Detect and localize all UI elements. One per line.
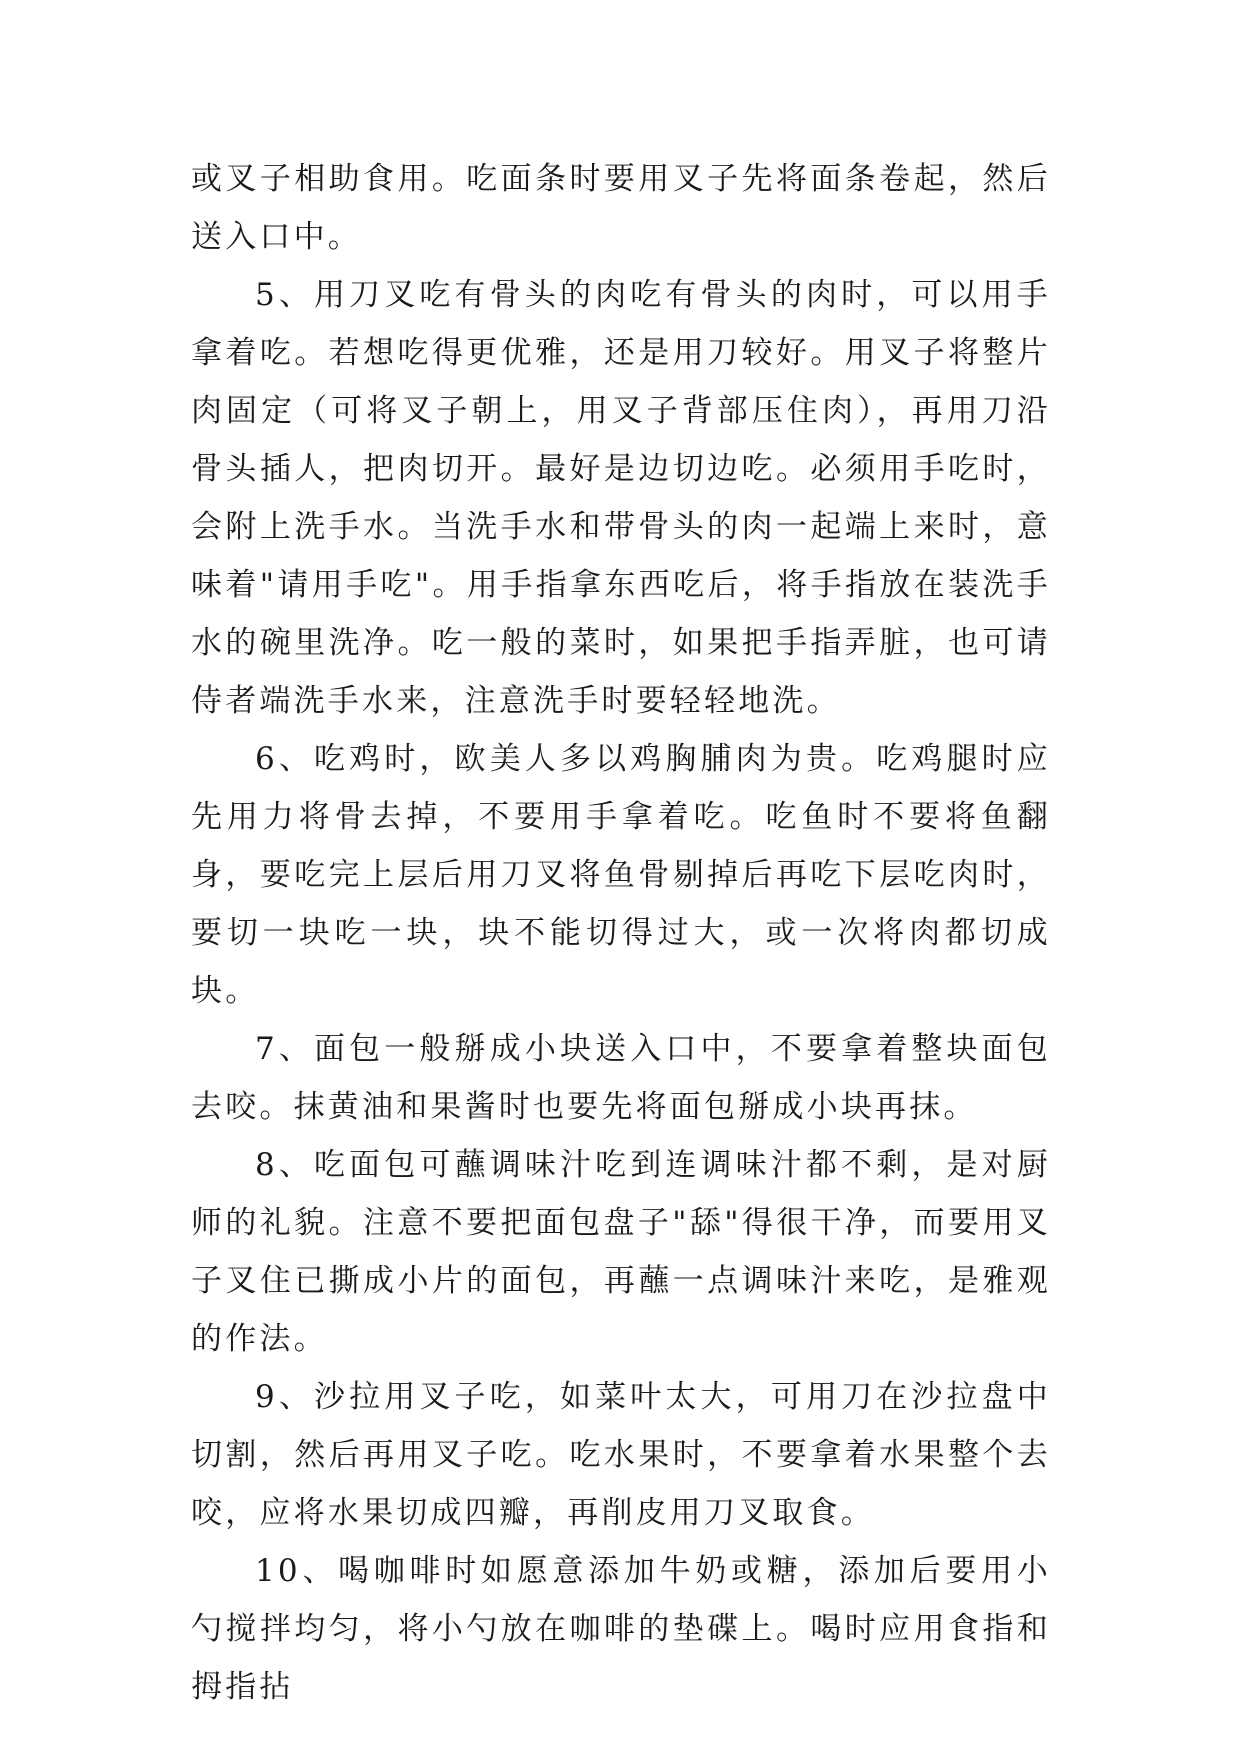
paragraph-6: 9、沙拉用叉子吃，如菜叶太大，可用刀在沙拉盘中切割，然后再用叉子吃。吃水果时，不要拿着水果整个去咬，应将水果切成四瓣，再削皮用刀叉取食。 — [191, 1379, 1051, 1531]
paragraph-5: 8、吃面包可蘸调味汁吃到连调味汁都不剩，是对厨师的礼貌。注意不要把面包盘子"舔"得很干净，而要用叉子叉住已撕成小片的面包，再蘸一点调味汁来吃，是雅观的作法。 — [191, 1147, 1051, 1357]
paragraph-7: 10、喝咖啡时如愿意添加牛奶或糖，添加后要用小勺搅拌均匀，将小勺放在咖啡的垫碟上。喝时应用食指和拇指拈 — [191, 1553, 1051, 1705]
paragraph-2: 5、用刀叉吃有骨头的肉吃有骨头的肉时，可以用手拿着吃。若想吃得更优雅，还是用刀较好。用叉子将整片肉固定（可将叉子朝上，用叉子背部压住肉），再用刀沿骨头插人，把肉切开。最好是边切边吃。必须用手吃时，会附上洗手水。当洗手水和带骨头的肉一起端上来时，意味着"请用手吃"。用手指拿东西吃后，将手指放在装洗手水的碗里洗净。吃一般的菜时，如果把手指弄脏，也可请侍者端洗手水来，注意洗手时要轻轻地洗。 — [191, 277, 1051, 719]
paragraph-1: 或叉子相助食用。吃面条时要用叉子先将面条卷起，然后送入口中。 — [191, 161, 1051, 255]
paragraph-4: 7、面包一般掰成小块送入口中，不要拿着整块面包去咬。抹黄油和果酱时也要先将面包掰成小块再抹。 — [191, 1031, 1051, 1125]
document-page — [191, 150, 1051, 1716]
paragraph-3: 6、吃鸡时，欧美人多以鸡胸脯肉为贵。吃鸡腿时应先用力将骨去掉，不要用手拿着吃。吃鱼时不要将鱼翻身，要吃完上层后用刀叉将鱼骨剔掉后再吃下层吃肉时，要切一块吃一块，块不能切得过大，或一次将肉都切成块。 — [191, 741, 1051, 1009]
